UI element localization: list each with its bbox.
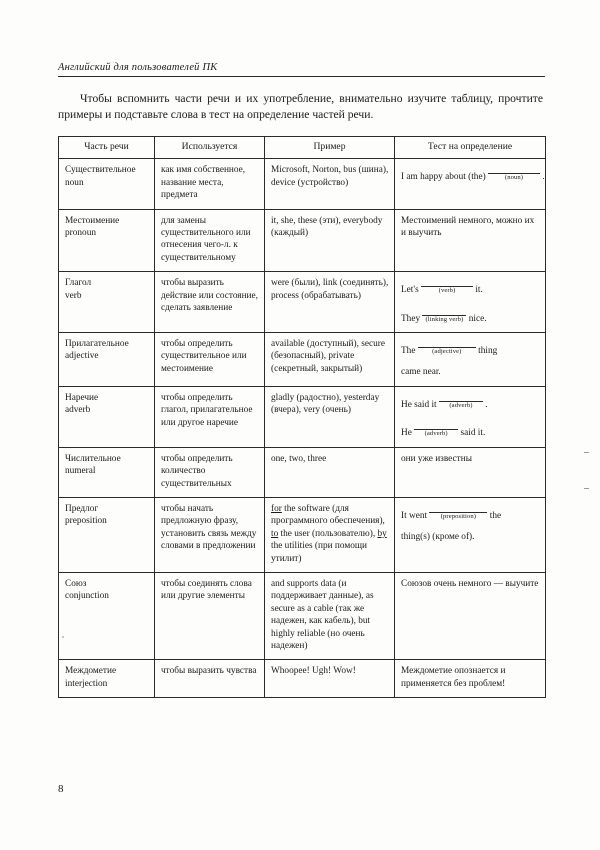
test-sentence: He (adverb) said it. <box>401 420 540 439</box>
answer-blank: (adverb) <box>414 420 458 438</box>
cell-usage: чтобы определить глагол, прилагательное или другое наречие <box>155 386 265 447</box>
cell-test: Союзов очень немного — выучите <box>395 572 546 659</box>
cell-test: они уже известны <box>395 447 546 497</box>
cell-example: gladly (радостно), yesterday (вчера), very (очень) <box>265 386 395 447</box>
cell-usage: чтобы начать предложную фразу, установить связь между словами в предложении <box>155 497 265 572</box>
cell-usage: чтобы определить количество существительных <box>155 447 265 497</box>
running-head: Английский для пользователей ПК <box>58 62 545 77</box>
page-number: 8 <box>58 783 64 795</box>
cell-example: one, two, three <box>265 447 395 497</box>
answer-blank: (adverb) <box>439 392 483 410</box>
cell-example: it, she, these (эти), everybody (каждый) <box>265 209 395 272</box>
cell-part-of-speech: Наречие adverb <box>59 386 155 447</box>
cell-part-of-speech: Междометие interjection <box>59 660 155 698</box>
cell-part-of-speech: Прилагательное adjective <box>59 333 155 387</box>
table-row <box>59 333 546 387</box>
table-row <box>59 159 546 209</box>
cell-usage: чтобы выразить чувства <box>155 660 265 698</box>
cell-test <box>395 497 546 572</box>
column-header-test: Тест на определение <box>395 137 546 159</box>
table-row <box>59 386 546 447</box>
cell-example: available (доступный), secure (безопасный), private (секретный, закрытый) <box>265 333 395 387</box>
cell-usage: для замены существительного или отнесения чего-л. к существительному <box>155 209 265 272</box>
table-row <box>59 572 546 659</box>
intro-paragraph: Чтобы вспомнить части речи и их употребление, внимательно изучите таблицу, прочтите примеры и подставьте слова в тест на определение частей речи. <box>58 92 543 121</box>
cell-test <box>395 386 546 447</box>
parts-of-speech-table <box>58 136 546 698</box>
answer-blank: (verb) <box>421 277 473 295</box>
cell-test: Междометие опознается и применяется без проблем! <box>395 660 546 698</box>
table-row <box>59 660 546 698</box>
test-sentence: They (linking verb) nice. <box>401 306 540 325</box>
column-header-usage: Используется <box>155 137 265 159</box>
cell-example <box>265 497 395 572</box>
answer-blank: (linking verb) <box>422 306 466 324</box>
cell-test <box>395 333 546 387</box>
test-sentence: I am happy about (the) (noun) . <box>401 172 545 182</box>
scan-speck <box>62 636 64 638</box>
test-sentence: It went (preposition) the <box>401 511 501 521</box>
cell-test <box>395 159 546 209</box>
cell-usage: чтобы определить существительное или местоимение <box>155 333 265 387</box>
test-sentence: The (adjective) thing <box>401 346 497 356</box>
cell-example: and supports data (и поддерживает данные), as secure as a cable (так же надежен, как кабель), but highly reliable (но очень надежен) <box>265 572 395 659</box>
table-row <box>59 447 546 497</box>
page-content <box>58 62 545 698</box>
test-sentence-continued: thing(s) (кроме of). <box>401 532 475 543</box>
table-header-row <box>59 137 546 159</box>
cell-usage: чтобы соединять слова или другие элементы <box>155 572 265 659</box>
scan-edge-mark <box>584 452 589 453</box>
test-sentence-continued: came near. <box>401 367 441 378</box>
cell-example: were (были), link (соединять), process (обрабатывать) <box>265 272 395 333</box>
answer-blank: (adjective) <box>418 338 476 356</box>
cell-test <box>395 272 546 333</box>
column-header-example: Пример <box>265 137 395 159</box>
table-row <box>59 272 546 333</box>
cell-part-of-speech: Числительное numeral <box>59 447 155 497</box>
cell-test: Местоимений немного, можно их и выучить <box>395 209 546 272</box>
cell-example: Whoopee! Ugh! Wow! <box>265 660 395 698</box>
cell-part-of-speech: Предлог preposition <box>59 497 155 572</box>
scan-edge-mark <box>584 488 589 489</box>
column-header-part: Часть речи <box>59 137 155 159</box>
answer-blank: (noun) <box>488 164 540 182</box>
cell-example: Microsoft, Norton, bus (шина), device (устройство) <box>265 159 395 209</box>
test-sentence: He said it (adverb) . <box>401 400 488 410</box>
cell-part-of-speech: Существительное noun <box>59 159 155 209</box>
cell-part-of-speech: Союз conjunction <box>59 572 155 659</box>
example-text: for the software (для программного обеспечения), to the user (пользователю), by the utilities (при помощи утилит) <box>271 503 387 564</box>
cell-part-of-speech: Местоимение pronoun <box>59 209 155 272</box>
cell-usage: чтобы выразить действие или состояние, сделать заявление <box>155 272 265 333</box>
table-row <box>59 209 546 272</box>
table-row <box>59 497 546 572</box>
answer-blank: (preposition) <box>429 503 487 521</box>
test-sentence: Let's (verb) it. <box>401 285 483 295</box>
cell-usage: как имя собственное, название места, предмета <box>155 159 265 209</box>
cell-part-of-speech: Глагол verb <box>59 272 155 333</box>
